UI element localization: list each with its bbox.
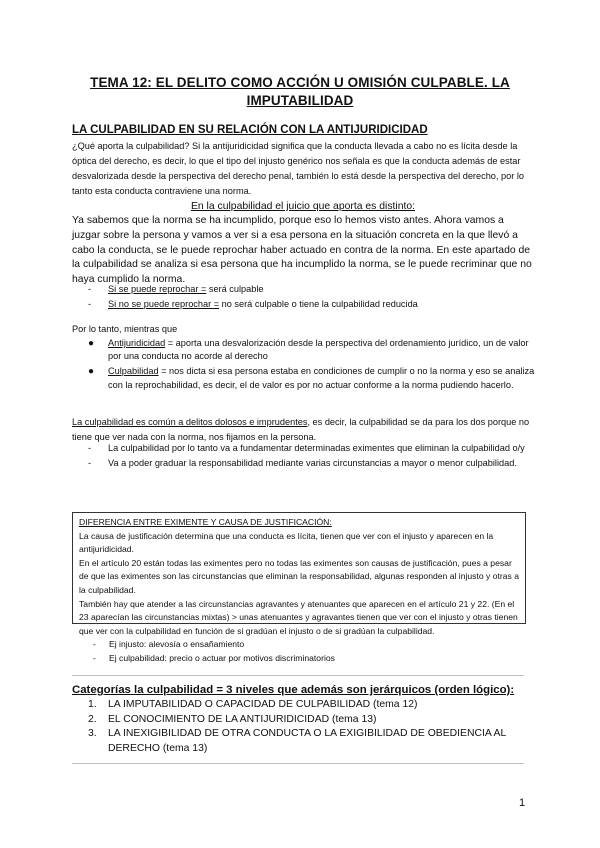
item-text: Ej injusto: alevosía o ensañamiento <box>109 639 245 650</box>
item-label: Si no se puede reprochar = <box>108 299 220 309</box>
list-item <box>88 337 536 364</box>
comun-label: La culpabilidad es común a delitos dolosos e imprudentes <box>72 417 308 427</box>
subheading: En la culpabilidad el juicio que aporta es distinto: <box>190 201 416 212</box>
section-heading: LA CULPABILIDAD EN SU RELACIÓN CON LA ANTIJURIDICIDAD <box>72 124 428 136</box>
intro-paragraph: ¿Qué aporta la culpabilidad? Si la antijuridicidad significa que la conducta llevada a cabo no es lícita desde la óptica del derecho, es decir, lo que el tipo del injusto genérico nos señala es que la conducta además de estar desvalorizada desde la perspectiva del derecho penal, también lo está desde la perspectiva del derecho, por lo tanto esta conducta contraviene una norma. <box>72 141 525 196</box>
item-text: Va a poder graduar la responsabilidad mediante varias circunstancias a mayor o menor culpabilidad. <box>108 458 517 468</box>
difference-box <box>72 512 526 663</box>
bullet-marker: ● <box>88 366 95 378</box>
page-number: 1 <box>519 797 526 809</box>
dash-marker: - <box>93 652 96 663</box>
dash-marker: - <box>93 639 96 650</box>
divider <box>72 675 524 676</box>
number-marker: 2. <box>88 713 97 725</box>
categories-list <box>88 698 528 756</box>
consequence-list <box>88 441 528 471</box>
number-marker: 1. <box>88 699 97 710</box>
reproach-list <box>88 282 528 312</box>
list-item <box>79 652 519 666</box>
item-text: no será culpable o tiene la culpabilidad reducida <box>219 299 418 309</box>
dash-marker: - <box>88 458 92 468</box>
dash-marker: - <box>88 299 92 309</box>
item-text: será culpable <box>206 284 264 294</box>
item-text: LA IMPUTABILIDAD O CAPACIDAD DE CULPABILIDAD (tema 12) <box>108 699 418 710</box>
por-lo-tanto: Por lo tanto, mientras que <box>72 324 178 334</box>
comparison-list <box>88 337 536 394</box>
divider <box>72 763 524 764</box>
list-item <box>88 727 528 756</box>
dash-marker: - <box>88 443 92 453</box>
body-paragraph: Ya sabemos que la norma se ha incumplido, porque eso lo hemos visto antes. Ahora vamos a juzgar sobre la persona y vamos a ver si a esa persona en la situación concreta en la que llevó a cabo la conducta, se le puede reprochar haber actuado en contra de la norma. En este apartado de la culpabilidad se analiza si esa persona que ha incumplido la norma, se le puede recriminar que no haya cumplido la norma. <box>72 215 532 286</box>
list-item <box>88 713 528 728</box>
item-text: = aporta una desvalorización desde la perspectiva del ordenamiento jurídico, un de valor por una conducta no acorde al derecho <box>108 338 529 362</box>
item-text: La culpabilidad por lo tanto va a fundamentar determinadas eximentes que eliminan la culpabilidad o/y <box>108 443 525 453</box>
list-item <box>88 441 528 456</box>
box-title: DIFERENCIA ENTRE EXIMENTE Y CAUSA DE JUSTIFICACIÓN: <box>79 517 332 527</box>
item-label: Culpabilidad <box>108 366 159 377</box>
box-paragraph: La causa de justificación determina que una conducta es lícita, tienen que ver con el injusto y aparecen en la antijuridicidad. <box>79 530 494 555</box>
list-item <box>88 297 528 312</box>
list-item <box>88 698 528 713</box>
bullet-marker: ● <box>88 338 95 349</box>
list-item <box>79 638 519 652</box>
categories-heading: Categorías la culpabilidad = 3 niveles que además son jerárquicos (orden lógico): <box>72 684 515 696</box>
item-text: LA INEXIGIBILIDAD DE OTRA CONDUCTA O LA EXIGIBILIDAD DE OBEDIENCIA AL DERECHO (tema 13) <box>108 728 506 754</box>
box-paragraph: En el artículo 20 están todas las eximentes pero no todas las eximentes son causas de justificación, pues a pesar de que las eximentes son las circunstancias que eliminan la responsabilidad, algunas responden al injusto y otras a la culpabilidad. <box>79 557 519 595</box>
item-label: Antijuridicidad <box>108 338 166 348</box>
list-item <box>88 456 528 471</box>
item-text: EL CONOCIMIENTO DE LA ANTIJURIDICIDAD (tema 13) <box>108 713 377 725</box>
item-text: = nos dicta si esa persona estaba en condiciones de cumplir o no la norma y eso se analiza con la reprochabilidad, es decir, el de valor es por no actuar conforme a la norma pudiendo hacerlo. <box>108 366 535 390</box>
item-text: Ej culpabilidad: precio o actuar por motivos discriminatorios <box>109 652 335 663</box>
box-paragraph: También hay que atender a las circunstancias agravantes y atenuantes que aparecen en el artículo 21 y 22. (En el 23 aparecían las circunstancias mixtas) > unas atenuantes y agravantes tienen que ver con el injusto y otras tienen que ver con la culpabilidad en función de si gradúan el injusto o de si gradúan la culpabilidad. <box>79 598 518 636</box>
comun-text: , es decir, la culpabilidad se da para los dos porque no tiene que ver nada con la norma, nos fijamos en la persona. <box>72 417 530 442</box>
list-item <box>88 282 528 297</box>
item-label: Si se puede reprochar = <box>108 284 207 294</box>
list-item <box>88 365 536 392</box>
page-title: TEMA 12: EL DELITO COMO ACCIÓN U OMISIÓN CULPABLE. LA IMPUTABILIDAD <box>90 75 510 108</box>
dash-marker: - <box>88 284 92 294</box>
number-marker: 3. <box>88 728 97 740</box>
